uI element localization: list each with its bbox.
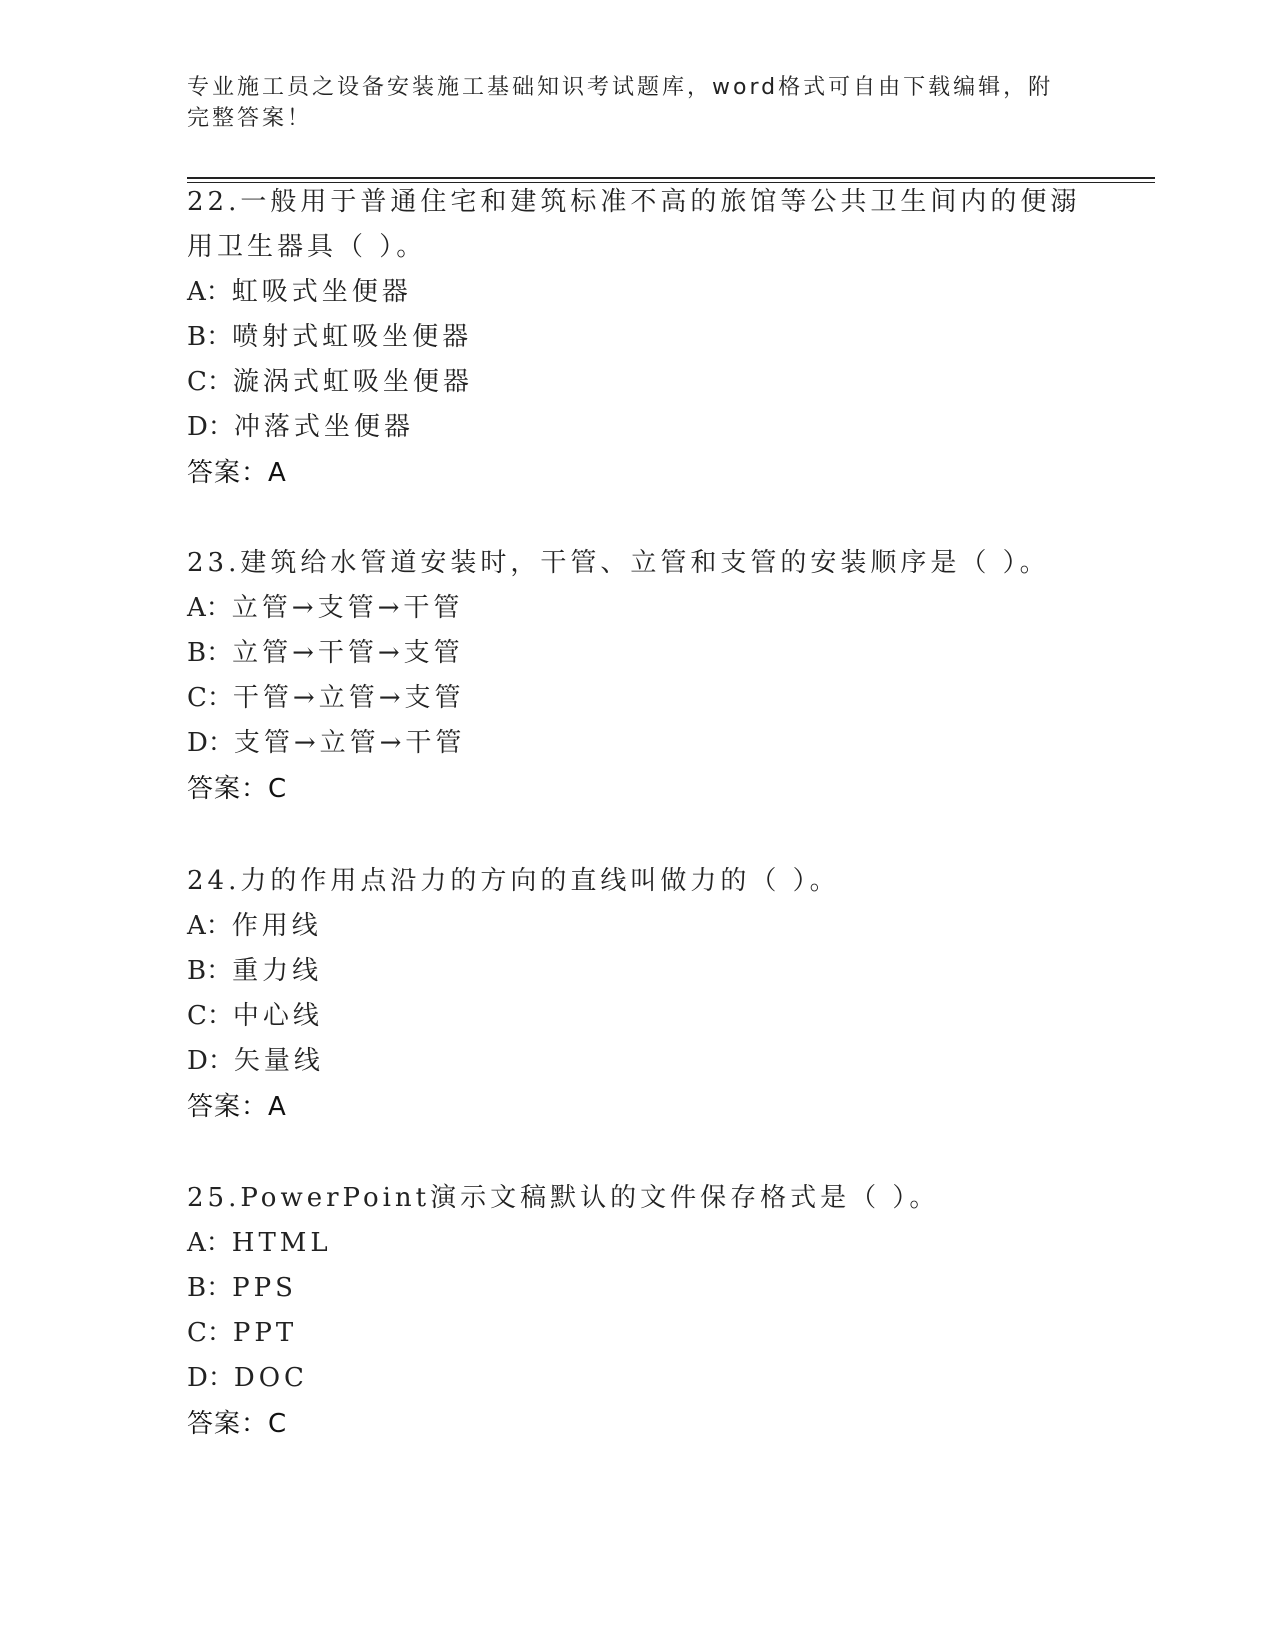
option-key: C： bbox=[187, 1318, 233, 1348]
option-key: C： bbox=[187, 1001, 233, 1031]
question-22 bbox=[187, 180, 1087, 496]
question-25 bbox=[187, 1176, 1087, 1447]
option-key: C： bbox=[187, 683, 233, 713]
option-a bbox=[187, 1221, 1087, 1266]
option-text: 干管→立管→支管 bbox=[232, 683, 465, 713]
option-text: DOC bbox=[233, 1363, 308, 1393]
option-a bbox=[187, 904, 1087, 949]
option-key: A： bbox=[187, 593, 232, 623]
option-key: B： bbox=[187, 638, 233, 668]
answer: 答案：A bbox=[187, 458, 287, 488]
option-key: D： bbox=[187, 412, 234, 442]
option-key: D： bbox=[187, 1363, 234, 1393]
option-d bbox=[187, 721, 1087, 766]
option-text: 喷射式虹吸坐便器 bbox=[232, 322, 473, 352]
option-key: B： bbox=[187, 956, 233, 986]
document-header: 专业施工员之设备安装施工基础知识考试题库，word格式可自由下载编辑，附完整答案！ bbox=[187, 75, 1054, 131]
question-title: 22.一般用于普通住宅和建筑标准不高的旅馆等公共卫生间内的便溺用卫生器具（ ）。 bbox=[187, 187, 1081, 262]
option-b bbox=[187, 631, 1087, 676]
option-d bbox=[187, 405, 1087, 450]
option-text: HTML bbox=[231, 1228, 332, 1258]
question-23 bbox=[187, 541, 1087, 812]
option-a bbox=[187, 270, 1087, 315]
option-text: 虹吸式坐便器 bbox=[231, 277, 412, 307]
option-d bbox=[187, 1039, 1087, 1084]
option-text: 中心线 bbox=[232, 1001, 323, 1031]
option-text: 支管→立管→干管 bbox=[233, 728, 466, 758]
option-c bbox=[187, 360, 1087, 405]
option-key: A： bbox=[187, 911, 232, 941]
option-c bbox=[187, 676, 1087, 721]
option-c bbox=[187, 1311, 1087, 1356]
option-text: 重力线 bbox=[232, 956, 323, 986]
option-text: 立管→支管→干管 bbox=[231, 593, 464, 623]
option-key: A： bbox=[187, 1228, 232, 1258]
option-b bbox=[187, 1266, 1087, 1311]
option-text: 矢量线 bbox=[233, 1046, 324, 1076]
option-key: D： bbox=[187, 728, 234, 758]
question-title: 23.建筑给水管道安装时，干管、立管和支管的安装顺序是（ ）。 bbox=[187, 548, 1050, 578]
option-c bbox=[187, 994, 1087, 1039]
option-text: 立管→干管→支管 bbox=[232, 638, 464, 668]
option-text: PPS bbox=[232, 1273, 297, 1303]
option-b bbox=[187, 949, 1087, 994]
answer: 答案：A bbox=[187, 1092, 287, 1122]
question-title: 24.力的作用点沿力的方向的直线叫做力的（ ）。 bbox=[187, 866, 840, 896]
answer: 答案：C bbox=[187, 774, 288, 804]
option-key: A： bbox=[187, 277, 232, 307]
option-text: 冲落式坐便器 bbox=[233, 412, 414, 442]
question-title: 25.PowerPoint演示文稿默认的文件保存格式是（ ）。 bbox=[187, 1183, 940, 1213]
option-a bbox=[187, 586, 1087, 631]
option-text: PPT bbox=[232, 1318, 298, 1348]
option-key: B： bbox=[187, 322, 233, 352]
option-key: B： bbox=[187, 1273, 233, 1303]
option-text: 漩涡式虹吸坐便器 bbox=[232, 367, 473, 397]
option-d bbox=[187, 1356, 1087, 1401]
header-divider-thick bbox=[187, 177, 1155, 179]
question-24 bbox=[187, 859, 1087, 1130]
option-key: C： bbox=[187, 367, 233, 397]
option-b bbox=[187, 315, 1087, 360]
option-text: 作用线 bbox=[231, 911, 322, 941]
answer: 答案：C bbox=[187, 1409, 288, 1439]
option-key: D： bbox=[187, 1046, 234, 1076]
